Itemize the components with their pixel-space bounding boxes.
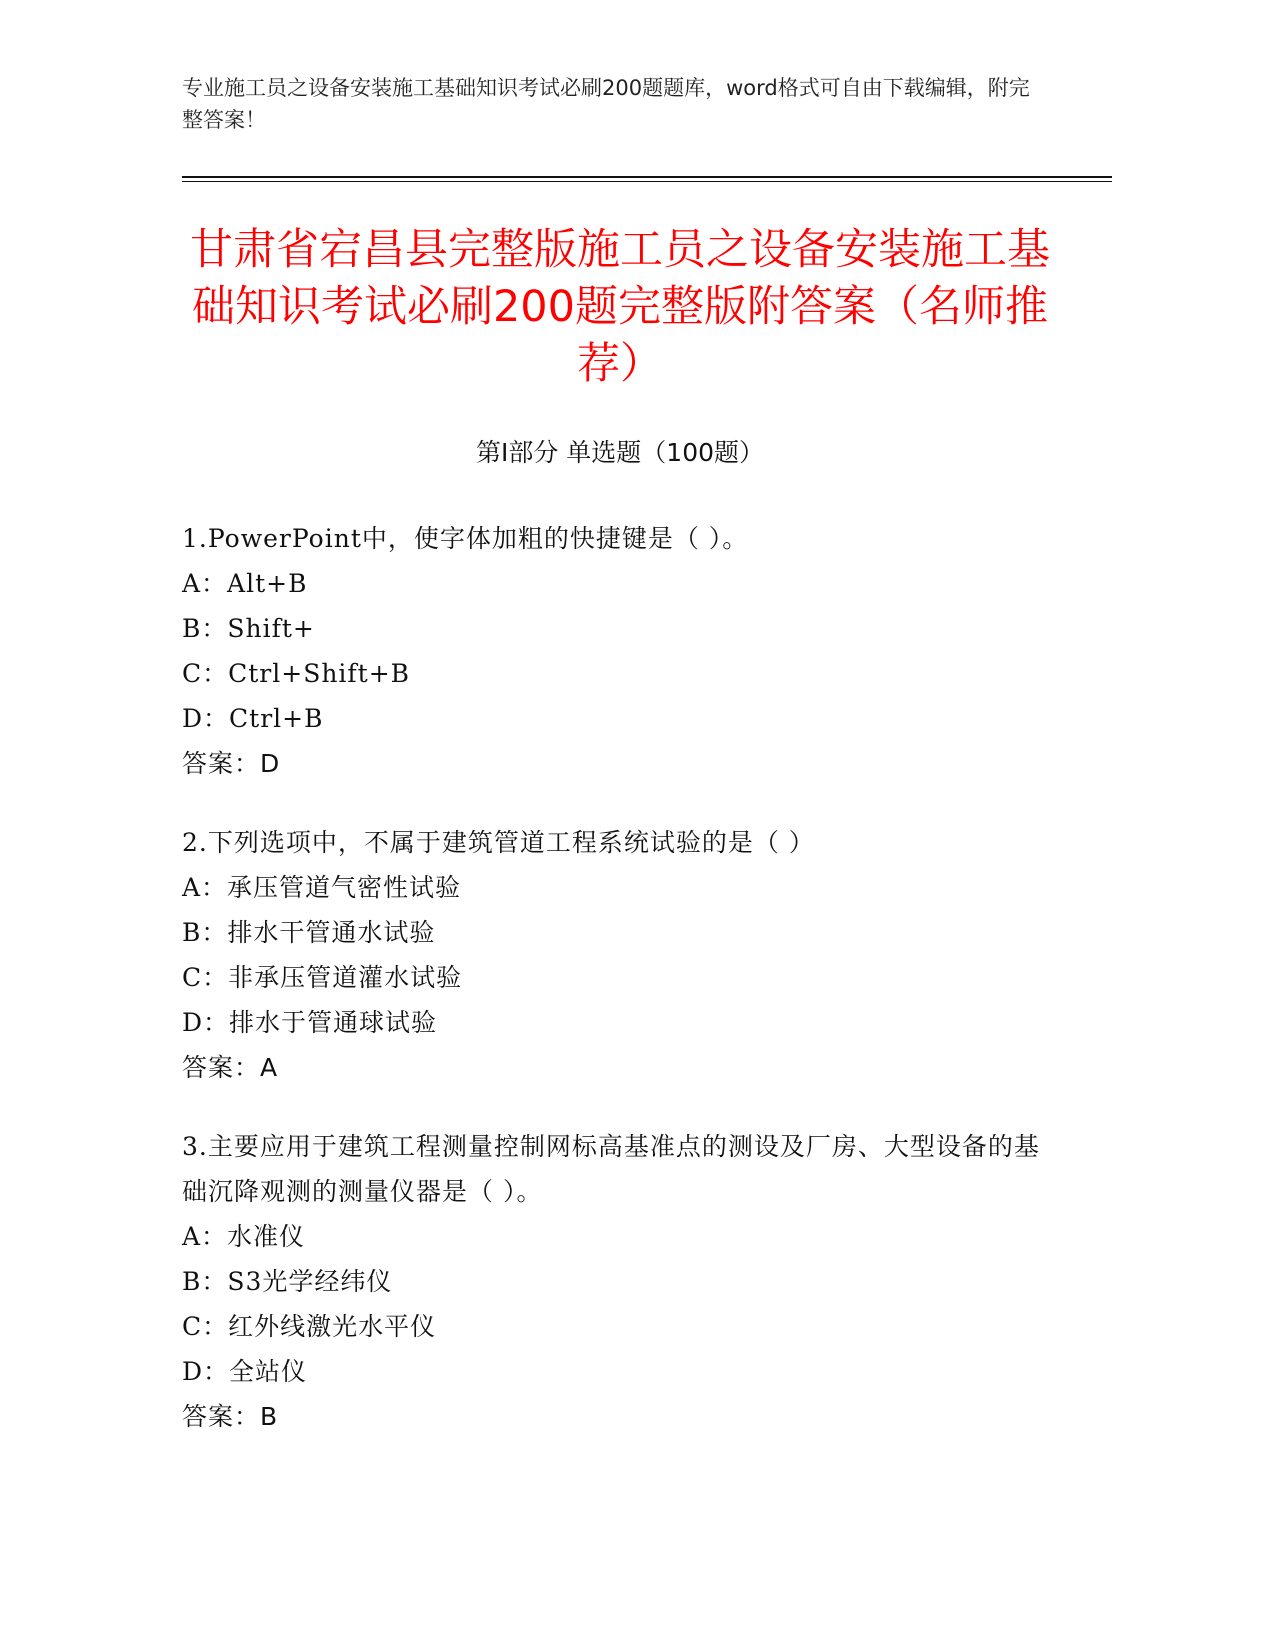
- header-rule-thick: [182, 176, 1112, 178]
- option-b: B：排水干管通水试验: [182, 918, 436, 947]
- option-d: D：全站仪: [182, 1357, 308, 1386]
- option-b: B：Shift+: [182, 614, 315, 643]
- header-note: 专业施工员之设备安装施工基础知识考试必刷200题题库，word格式可自由下载编辑，附完整答案！: [182, 76, 1030, 132]
- option-c: C：非承压管道灌水试验: [182, 963, 463, 992]
- question-stem: 1.PowerPoint中，使字体加粗的快捷键是（ ）。: [182, 524, 749, 553]
- option-d: D：Ctrl+B: [182, 704, 324, 733]
- answer: 答案：A: [182, 1053, 279, 1082]
- option-c: C：Ctrl+Shift+B: [182, 659, 411, 688]
- option-a: A：水准仪: [182, 1222, 306, 1251]
- question-stem: 2.下列选项中，不属于建筑管道工程系统试验的是（ ）: [182, 828, 815, 857]
- option-a: A：Alt+B: [182, 569, 308, 598]
- document-title: 甘肃省宕昌县完整版施工员之设备安装施工基础知识考试必刷200题完整版附答案（名师推荐）: [190, 225, 1050, 389]
- option-c: C：红外线激光水平仪: [182, 1312, 437, 1341]
- option-d: D：排水于管通球试验: [182, 1008, 438, 1037]
- question-3: [182, 1124, 1042, 1439]
- question-1: [182, 516, 1042, 786]
- question-2: [182, 820, 1042, 1090]
- section-heading: 第Ⅰ部分 单选题（100题）: [475, 438, 765, 467]
- header-rule-thin: [182, 181, 1112, 182]
- answer: 答案：B: [182, 1402, 279, 1431]
- option-a: A：承压管道气密性试验: [182, 873, 462, 902]
- answer: 答案：D: [182, 749, 281, 778]
- question-list: [182, 516, 1042, 1473]
- question-stem: 3.主要应用于建筑工程测量控制网标高基准点的测设及厂房、大型设备的基础沉降观测的测量仪器是（ ）。: [182, 1132, 1040, 1206]
- option-b: B：S3光学经纬仪: [182, 1267, 393, 1296]
